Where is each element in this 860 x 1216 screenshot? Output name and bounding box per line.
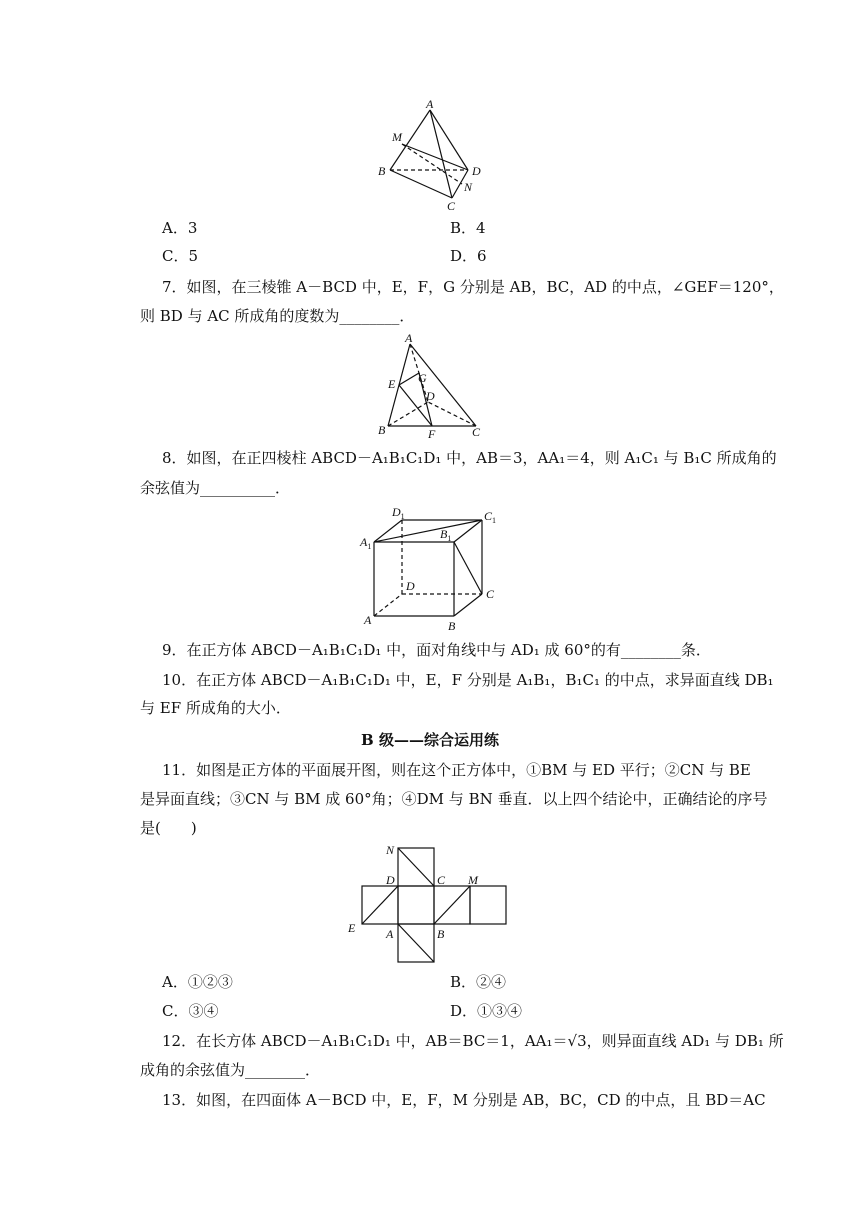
segment-md xyxy=(402,144,468,170)
q6-tetrahedron-figure xyxy=(370,98,490,214)
q11-cube-net-figure xyxy=(340,840,550,968)
edge-ac xyxy=(430,110,452,198)
label-e: E xyxy=(388,377,396,391)
q11-line-1: 11．如图是正方体的平面展开图，则在这个正方体中，①BM 与 ED 平行；②CN 与 BE xyxy=(162,761,751,779)
q7-pyramid-figure xyxy=(376,330,496,442)
label-m: M xyxy=(392,130,402,144)
q11-line-2: 是异面直线；③CN 与 BM 成 60°角；④DM 与 BN 垂直．以上四个结论中，正确结论的序号 xyxy=(140,790,768,808)
diagonal-ab xyxy=(398,924,434,962)
label-d: D xyxy=(472,164,481,178)
edge-ac xyxy=(410,344,476,426)
q10-line-1: 10．在正方体 ABCD－A₁B₁C₁D₁ 中，E，F 分别是 A₁B₁，B₁C₁ 的中点，求异面直线 DB₁ xyxy=(162,671,774,689)
label-d: D xyxy=(386,873,395,887)
diagonal-a1c1 xyxy=(374,520,482,542)
label-c: C xyxy=(486,587,495,601)
q10-line-2: 与 EF 所成角的大小． xyxy=(140,699,291,717)
label-d: D xyxy=(426,389,435,403)
q12-line-1: 12．在长方体 ABCD－A₁B₁C₁D₁ 中，AB＝BC＝1，AA₁＝√3，则异面直线 AD₁ 与 DB₁ 所 xyxy=(162,1032,784,1050)
diagonal-bm xyxy=(434,886,470,924)
q6-option-d[interactable]: D．6 xyxy=(450,247,487,265)
label-b: B xyxy=(378,423,386,437)
q11-option-c[interactable]: C．③④ xyxy=(162,1002,219,1020)
label-a: A xyxy=(386,927,394,941)
edge-bc xyxy=(454,594,482,616)
q12-line-2: 成角的余弦值为________． xyxy=(140,1061,321,1079)
label-b: B xyxy=(437,927,445,941)
net-square-2 xyxy=(398,886,434,924)
label-b: B xyxy=(448,619,456,632)
label-f: F xyxy=(428,427,436,441)
label-a: A xyxy=(426,98,434,111)
q6-option-c[interactable]: C．5 xyxy=(162,247,199,265)
diagonal-ed xyxy=(362,886,398,924)
q8-prism-figure xyxy=(356,500,506,632)
q6-option-a[interactable]: A．3 xyxy=(162,219,198,237)
label-b: B xyxy=(378,164,386,178)
label-g: G xyxy=(418,371,427,385)
diagonal-nc xyxy=(398,848,434,886)
q11-option-d[interactable]: D．①③④ xyxy=(450,1002,523,1020)
label-c1: $C_1$ xyxy=(484,509,497,525)
edge-bc xyxy=(390,170,452,198)
diagonal-b1c xyxy=(454,542,482,594)
label-b1: $B_1$ xyxy=(440,527,452,543)
section-b-heading: B 级——综合运用练 xyxy=(361,731,499,749)
edge-ad xyxy=(374,594,402,616)
label-a: A xyxy=(405,331,413,345)
edge-ad xyxy=(430,110,468,170)
label-c: C xyxy=(447,199,456,213)
q7-line-1: 7．如图，在三棱锥 A－BCD 中，E，F，G 分别是 AB，BC，AD 的中点，∠GEF＝120°， xyxy=(162,278,784,296)
q11-line-3: 是( ) xyxy=(140,819,197,837)
label-c: C xyxy=(472,425,481,439)
q8-line-2: 余弦值为__________． xyxy=(140,479,291,497)
label-n: N xyxy=(386,843,395,857)
edge-cd xyxy=(428,402,476,426)
label-a1: $A_1$ xyxy=(360,535,372,551)
q13-line-1: 13．如图，在四面体 A－BCD 中，E，F，M 分别是 AB，BC，CD 的中点，且 BD＝AC xyxy=(162,1091,766,1109)
q11-option-a[interactable]: A．①②③ xyxy=(162,973,233,991)
q8-line-1: 8．如图，在正四棱柱 ABCD－A₁B₁C₁D₁ 中，AB＝3，AA₁＝4，则 A₁C₁ 与 B₁C 所成角的 xyxy=(162,449,777,467)
q11-option-b[interactable]: B．②④ xyxy=(450,973,507,991)
label-c: C xyxy=(437,873,446,887)
q7-line-2: 则 BD 与 AC 所成角的度数为________． xyxy=(140,307,415,325)
label-d1: $D_1$ xyxy=(392,505,405,521)
label-d: D xyxy=(406,579,415,593)
q6-option-b[interactable]: B．4 xyxy=(450,219,486,237)
label-a: A xyxy=(364,613,372,627)
label-e: E xyxy=(348,921,356,935)
label-m: M xyxy=(468,873,478,887)
net-square-4 xyxy=(470,886,506,924)
label-n: N xyxy=(464,180,473,194)
q9-line-1: 9．在正方体 ABCD－A₁B₁C₁D₁ 中，面对角线中与 AD₁ 成 60°的有________条． xyxy=(162,641,711,659)
